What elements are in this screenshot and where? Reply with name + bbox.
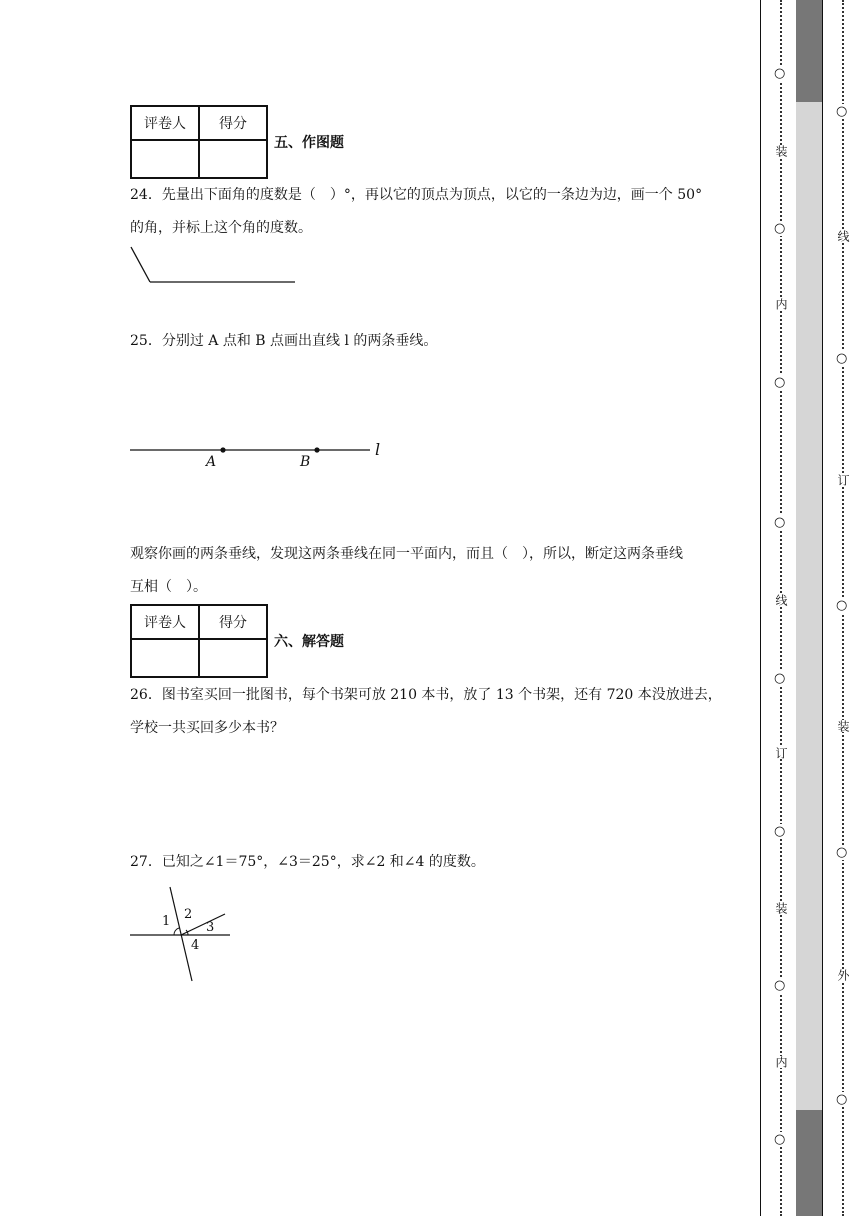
inner-char-zhuang: 装 [774,902,788,914]
q27-angle-figure [128,884,238,984]
margin-left-border [760,0,761,1216]
q26-line2: 学校一共买回多少本书？ [130,720,284,736]
gray-strip-middle [796,102,822,1110]
section5-title: 五、作图题 [274,135,344,151]
outer-char-ding: 订 [836,474,850,486]
q25-observation-line1: 观察你画的两条垂线，发现这两条垂线在同一平面内，而且（ ），所以，断定这两条垂线 [130,546,683,562]
inner-char-xian: 线 [774,594,788,606]
outer-circle: ○ [836,598,848,613]
q25-line-figure [128,438,398,474]
gray-strip-top [796,0,822,102]
q27-text: 27．已知之∠1＝75°，∠3＝25°，求∠2 和∠4 的度数。 [130,854,485,870]
angle-2-label: 2 [184,907,193,922]
gray-strip-bottom [796,1110,822,1216]
point-a-label: A [206,454,217,470]
q25-observation-line2: 互相（ ）。 [130,579,207,595]
inner-char-nei: 内 [774,1056,788,1068]
inner-dotted-line [780,0,782,1216]
line-l-label: l [375,440,381,459]
outer-circle: ○ [836,104,848,119]
grader-header: 评卷人 [131,605,199,639]
grader-cell[interactable] [131,639,199,677]
outer-circle: ○ [836,1092,848,1107]
outer-char-xian: 线 [836,230,850,242]
score-table-section6 [130,604,268,678]
outer-circle: ○ [836,351,848,366]
grader-header: 评卷人 [131,106,199,140]
inner-circle: ○ [774,515,786,530]
q26-line1: 26．图书室买回一批图书，每个书架可放 210 本书，放了 13 个书架，还有 720 本没放进去， [130,687,722,703]
q24-line2: 的角，并标上这个角的度数。 [130,220,312,236]
score-table-section5 [130,105,268,179]
binding-margin [760,0,860,1216]
score-cell[interactable] [199,639,267,677]
score-header: 得分 [199,106,267,140]
inner-char-nei: 内 [774,298,788,310]
score-cell[interactable] [199,140,267,178]
grader-cell[interactable] [131,140,199,178]
inner-circle: ○ [774,66,786,81]
inner-circle: ○ [774,824,786,839]
q24-angle-figure [128,244,300,288]
inner-char-zhuang: 装 [774,145,788,157]
section6-title: 六、解答题 [274,634,344,650]
angle-4-label: 4 [191,938,200,953]
q24-line1: 24．先量出下面角的度数是（ ）°，再以它的顶点为顶点，以它的一条边为边，画一个 50° [130,187,703,203]
inner-circle: ○ [774,671,786,686]
score-header: 得分 [199,605,267,639]
inner-circle: ○ [774,1132,786,1147]
inner-circle: ○ [774,221,786,236]
outer-char-zhuang: 装 [836,720,850,732]
point-b-label: B [300,454,311,470]
inner-circle: ○ [774,375,786,390]
inner-char-ding: 订 [774,747,788,759]
angle-3-label: 3 [206,920,215,935]
strip-border-right [822,0,823,1216]
outer-char-wai: 外 [836,969,850,981]
inner-circle: ○ [774,978,786,993]
outer-circle: ○ [836,845,848,860]
q25-text: 25．分别过 A 点和 B 点画出直线 l 的两条垂线。 [130,333,438,349]
angle-1-label: 1 [162,914,171,929]
